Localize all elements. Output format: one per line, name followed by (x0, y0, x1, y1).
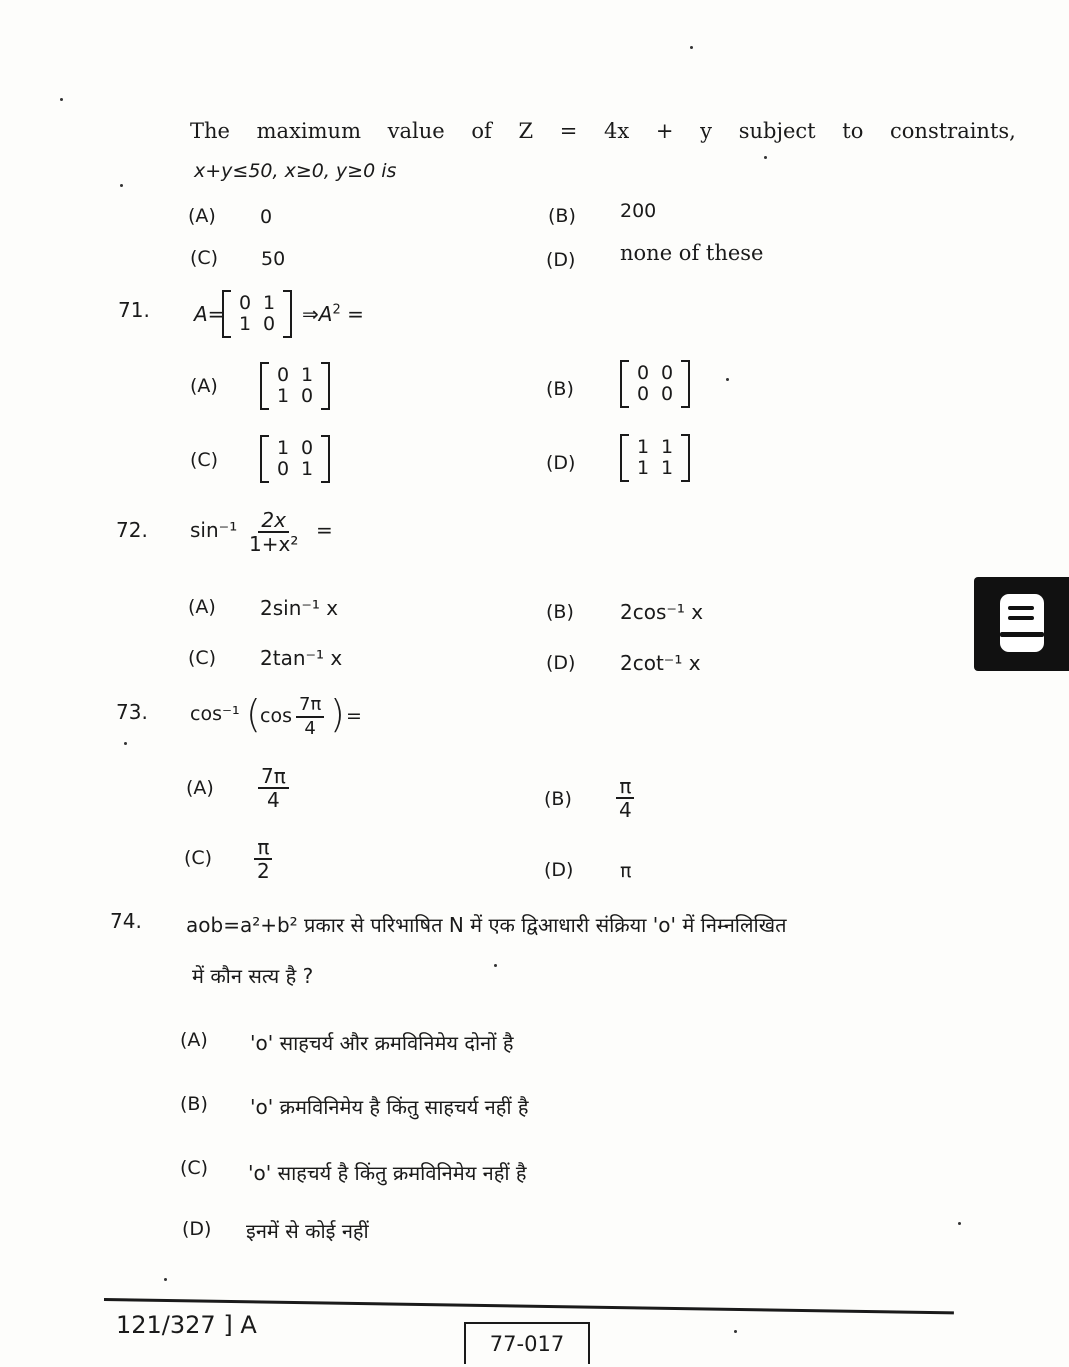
q71-option-d-cell: 1 (660, 457, 674, 479)
q73-stem-inner: cos (260, 705, 292, 727)
q71-option-a[interactable] (260, 362, 330, 410)
q71-option-a-cell: 1 (276, 385, 290, 407)
q71-option-d-cell: 1 (636, 436, 650, 458)
q73-option-b-denominator: 4 (619, 798, 632, 822)
q71-option-b-cell: 0 (636, 362, 650, 384)
q72-label-a: (A) (188, 596, 216, 618)
q73-option-b[interactable] (616, 775, 635, 821)
q73-label-a: (A) (186, 777, 214, 799)
q73-label-d: (D) (544, 859, 574, 881)
q74-option-d[interactable]: इनमें से कोई नहीं (246, 1219, 369, 1243)
q74-label-c: (C) (180, 1157, 209, 1179)
q71-option-d-cell: 1 (660, 436, 674, 458)
q74-label-d: (D) (182, 1218, 212, 1240)
q73-option-a[interactable] (258, 765, 289, 811)
q71-option-c-cell: 1 (276, 437, 290, 459)
footer-page-number: 121/327 ] A (116, 1311, 257, 1339)
q71-matrix-a-cell: 1 (262, 292, 276, 314)
scan-speck (164, 1278, 167, 1281)
q71-option-b[interactable] (620, 360, 690, 408)
q71-option-c-cell: 0 (276, 458, 290, 480)
q73-label-c: (C) (184, 847, 213, 869)
q71-option-a-cell: 1 (300, 364, 314, 386)
q73-label-b: (B) (544, 788, 572, 810)
scan-speck (958, 1222, 961, 1225)
q73-stem-prefix: cos⁻¹ (190, 703, 240, 725)
q71-matrix-a (222, 290, 292, 338)
q73-option-a-denominator: 4 (267, 788, 280, 812)
scan-speck (60, 98, 63, 101)
q72-stem-suffix: = (316, 518, 333, 542)
q71-matrix-a-cell: 0 (262, 313, 276, 335)
q72-option-a[interactable]: 2sin⁻¹ x (260, 596, 339, 620)
q71-stem-lhs: A= (194, 302, 225, 326)
footer-paper-code: 77-017 (464, 1322, 590, 1364)
q73-stem-fraction (296, 694, 324, 740)
q71-label-d: (D) (546, 452, 576, 474)
q72-label-d: (D) (546, 652, 576, 674)
q73-option-c-denominator: 2 (257, 859, 270, 883)
q70-stem-line1: The maximum value of Z = 4x + y subject to constraints, (190, 119, 1016, 143)
q71-label-b: (B) (546, 378, 574, 400)
scan-speck (120, 184, 123, 187)
q71-option-a-cell: 0 (276, 364, 290, 386)
q71-option-a-cell: 0 (300, 385, 314, 407)
q70-label-d: (D) (546, 249, 576, 271)
q71-matrix-a-cell: 1 (238, 313, 252, 335)
q73-option-c[interactable] (254, 836, 273, 882)
q73-option-d[interactable]: π (620, 860, 632, 882)
q73-option-c-numerator: π (254, 836, 272, 860)
q70-option-d[interactable]: none of these (620, 241, 764, 265)
q72-option-c[interactable]: 2tan⁻¹ x (260, 646, 343, 670)
q73-open-paren: ( (246, 692, 261, 736)
q70-stem-line2: x+y≤50, x≥0, y≥0 is (194, 160, 397, 182)
q73-option-a-numerator: 7π (258, 765, 289, 789)
q71-number: 71. (118, 298, 150, 322)
q72-stem-denominator: 1+x² (249, 532, 299, 556)
q70-label-b: (B) (548, 205, 576, 227)
q71-option-b-cell: 0 (660, 362, 674, 384)
q70-option-c[interactable]: 50 (261, 248, 286, 270)
document-list-icon (1000, 594, 1044, 652)
q74-label-a: (A) (180, 1029, 208, 1051)
q74-stem-line1: aob=a²+b² प्रकार से परिभाषित N में एक द्विआधारी संक्रिया 'o' में निम्नलिखित (186, 913, 787, 937)
q70-label-c: (C) (190, 247, 219, 269)
q73-stem-denominator: 4 (304, 718, 316, 739)
q71-option-b-cell: 0 (660, 383, 674, 405)
implies-arrow: ⇒ (302, 302, 319, 326)
q72-stem-fraction (246, 509, 301, 555)
q72-stem-numerator: 2x (258, 509, 289, 533)
q70-label-a: (A) (188, 205, 216, 227)
q73-stem-suffix: = (346, 705, 362, 727)
q72-label-c: (C) (188, 647, 217, 669)
scan-speck (726, 378, 729, 381)
side-panel-toggle[interactable] (974, 577, 1069, 671)
q71-label-c: (C) (190, 449, 219, 471)
q74-option-c[interactable]: 'o' साहचर्य है किंतु क्रमविनिमेय नहीं है (248, 1161, 527, 1185)
q71-option-d[interactable] (620, 434, 690, 482)
scan-speck (494, 964, 497, 967)
q70-option-a[interactable]: 0 (260, 206, 273, 228)
q74-label-b: (B) (180, 1093, 208, 1115)
scan-speck (124, 742, 127, 745)
q71-option-d-cell: 1 (636, 457, 650, 479)
q71-matrix-a-cell: 0 (238, 292, 252, 314)
q70-option-b[interactable]: 200 (620, 200, 657, 222)
q71-stem-rhs: $\Rightarrow A^2$ = (302, 302, 364, 326)
q73-number: 73. (116, 700, 148, 724)
q72-option-b[interactable]: 2cos⁻¹ x (620, 600, 704, 624)
q74-option-a[interactable]: 'o' साहचर्य और क्रमविनिमेय दोनों है (250, 1031, 514, 1055)
q72-label-b: (B) (546, 601, 574, 623)
scan-speck (764, 156, 767, 159)
q71-option-c-cell: 1 (300, 458, 314, 480)
scan-speck (734, 1330, 737, 1333)
q71-option-c-cell: 0 (300, 437, 314, 459)
q72-stem-prefix: sin⁻¹ (190, 518, 238, 542)
q71-label-a: (A) (190, 375, 218, 397)
q72-option-d[interactable]: 2cot⁻¹ x (620, 651, 701, 675)
q73-stem-numerator: 7π (296, 694, 324, 718)
q73-option-b-numerator: π (616, 775, 634, 799)
q71-option-c[interactable] (260, 435, 330, 483)
scan-speck (690, 46, 693, 49)
q74-option-b[interactable]: 'o' क्रमविनिमेय है किंतु साहचर्य नहीं है (250, 1095, 529, 1119)
q74-number: 74. (110, 909, 142, 933)
q72-number: 72. (116, 518, 148, 542)
q71-option-b-cell: 0 (636, 383, 650, 405)
q74-stem-line2: में कौन सत्य है ? (192, 964, 314, 988)
q73-close-paren: ) (330, 692, 345, 736)
